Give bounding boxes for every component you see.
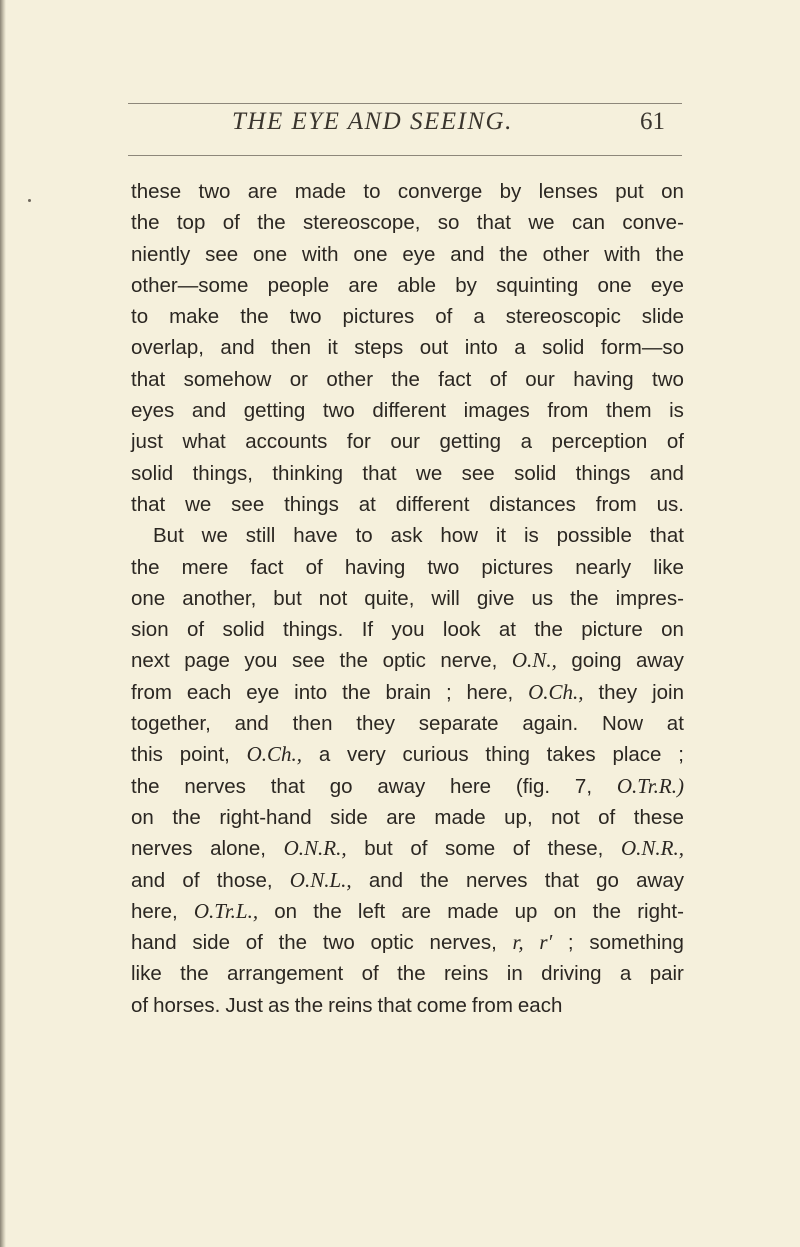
word: things <box>575 461 631 485</box>
word: on <box>131 805 154 829</box>
word: something <box>589 931 684 955</box>
word: as <box>267 993 290 1017</box>
word: quite, <box>364 586 415 610</box>
text-line <box>131 677 684 708</box>
word: two <box>289 305 322 329</box>
word: different <box>395 492 470 516</box>
word: away <box>377 774 426 798</box>
word: is <box>523 524 539 548</box>
word: O.Ch., <box>528 679 584 704</box>
word: for <box>346 430 371 454</box>
word: form—so <box>600 336 684 360</box>
word: fact <box>438 367 472 391</box>
word: 7, <box>574 774 593 798</box>
word: ; <box>678 743 684 767</box>
word: from <box>471 993 513 1017</box>
word: from <box>131 680 172 704</box>
word: lenses <box>538 180 598 203</box>
word: other <box>326 367 374 391</box>
word: one <box>597 273 632 297</box>
word: but <box>364 837 393 861</box>
word: r, <box>512 930 524 955</box>
word: nerve, <box>440 649 498 673</box>
word: it <box>495 524 507 548</box>
word: reins <box>443 962 489 986</box>
word: here <box>450 774 492 798</box>
word: next <box>131 649 170 673</box>
word: right-hand <box>219 805 312 829</box>
word: the <box>278 931 308 955</box>
text-line <box>131 207 684 238</box>
word: not <box>551 805 580 829</box>
word: and <box>131 868 166 892</box>
word: then <box>271 336 312 360</box>
word: at <box>498 618 516 642</box>
word: put <box>615 180 644 203</box>
word: away <box>636 649 684 673</box>
word: see <box>205 242 239 266</box>
word: have <box>293 524 338 548</box>
word: it <box>327 336 338 360</box>
word: made <box>294 180 347 203</box>
word: eye <box>246 680 280 704</box>
word: O.Ch., <box>246 742 303 767</box>
word: another, <box>182 586 257 610</box>
word: mere <box>181 555 229 579</box>
word: are <box>401 899 432 923</box>
word: solid <box>514 461 557 485</box>
word: having <box>573 367 634 391</box>
text-line <box>131 958 684 989</box>
text-line <box>131 364 684 395</box>
word: of <box>410 837 428 861</box>
word: arrangement <box>227 962 344 986</box>
word: the <box>180 962 209 986</box>
header-rule-top <box>128 103 682 104</box>
word: things <box>284 492 339 516</box>
word: with <box>302 242 339 266</box>
word: still <box>245 524 276 548</box>
word: nerves <box>184 774 246 798</box>
word: each <box>186 680 232 704</box>
word: fact <box>250 555 284 579</box>
word: But <box>153 524 184 548</box>
word: are <box>386 805 416 829</box>
text-line <box>131 865 684 896</box>
text-line <box>131 239 684 270</box>
word: of <box>186 618 205 642</box>
word: on <box>553 899 577 923</box>
word: things. <box>282 618 344 642</box>
text-line <box>131 708 684 739</box>
word: Now <box>602 712 644 736</box>
word: and <box>191 399 227 423</box>
word: we <box>201 524 228 548</box>
text-line <box>131 771 684 802</box>
word: to <box>131 305 149 329</box>
word: squinting <box>496 273 579 297</box>
word: them <box>605 399 652 423</box>
word: the <box>592 899 622 923</box>
word: that <box>270 774 305 798</box>
word: come <box>416 993 467 1017</box>
text-line <box>131 395 684 426</box>
word: made <box>447 899 499 923</box>
word: at <box>666 712 684 736</box>
word: picture <box>581 618 643 642</box>
word: those, <box>216 868 273 892</box>
word: the <box>131 774 160 798</box>
word: or <box>289 367 308 391</box>
text-line <box>131 802 684 833</box>
word: other—some <box>131 273 249 297</box>
word: here, <box>131 899 178 923</box>
word: that <box>131 492 166 516</box>
word: ask <box>390 524 423 548</box>
word: you <box>391 618 425 642</box>
word: one <box>353 242 388 266</box>
word: make <box>169 305 220 329</box>
word: that <box>476 211 511 235</box>
word: the <box>391 367 420 391</box>
word: somehow <box>183 367 272 391</box>
word: other <box>542 242 590 266</box>
word: on <box>274 899 298 923</box>
word: are <box>247 180 278 203</box>
word: nearly <box>575 555 632 579</box>
word: are <box>348 273 379 297</box>
text-line <box>131 552 684 583</box>
word: of <box>489 367 507 391</box>
word: this <box>131 743 163 767</box>
word: takes <box>546 743 596 767</box>
word: from <box>595 492 637 516</box>
word: look <box>442 618 481 642</box>
word: will <box>431 586 460 610</box>
word: the <box>294 993 324 1017</box>
word: these <box>131 180 182 203</box>
word: converge <box>397 180 483 203</box>
word: a <box>473 305 485 329</box>
word: like <box>653 555 684 579</box>
word: driving <box>541 962 602 986</box>
text-line <box>131 489 684 520</box>
word: one <box>131 586 166 610</box>
word: they <box>598 680 638 704</box>
word: a <box>318 743 331 767</box>
word: see <box>291 649 326 673</box>
word: overlap, <box>131 336 204 360</box>
word: two <box>322 399 355 423</box>
word: curious <box>402 743 469 767</box>
word: perception <box>551 430 648 454</box>
text-line <box>131 426 684 457</box>
word: these, <box>547 837 604 861</box>
word: each <box>517 993 563 1017</box>
word: horses. <box>153 993 221 1017</box>
text-line <box>131 614 684 645</box>
word: to <box>363 180 381 203</box>
word: of <box>131 993 149 1017</box>
word: you <box>244 649 278 673</box>
word: like <box>131 962 162 986</box>
word: thing <box>485 743 530 767</box>
page-number: 61 <box>640 108 665 135</box>
word: solid <box>222 618 265 642</box>
word: away <box>636 868 684 892</box>
word: accounts <box>245 430 328 454</box>
word: and <box>368 868 404 892</box>
word: we <box>528 211 555 235</box>
word: on <box>661 618 684 642</box>
word: on <box>661 180 684 203</box>
text-line <box>131 301 684 332</box>
text-line <box>131 896 684 927</box>
header-rule-bottom <box>128 155 682 156</box>
word: give <box>476 586 515 610</box>
word: to <box>355 524 373 548</box>
word: by <box>499 180 522 203</box>
word: page <box>184 649 230 673</box>
word: the <box>342 680 371 704</box>
word: and <box>450 242 485 266</box>
word: again. <box>522 712 579 736</box>
word: slide <box>641 305 684 329</box>
text-line <box>131 833 684 864</box>
word: up <box>514 899 538 923</box>
text-line <box>131 176 684 207</box>
word: the <box>499 242 528 266</box>
word: us. <box>656 492 684 516</box>
word: point, <box>179 743 230 767</box>
word: that <box>131 367 166 391</box>
word: side <box>192 931 230 955</box>
word: of <box>666 430 684 454</box>
word: how <box>440 524 478 548</box>
word: (fig. <box>515 774 551 798</box>
word: the <box>240 305 269 329</box>
page-binding-edge <box>0 0 6 1247</box>
word: pictures <box>342 305 415 329</box>
word: from <box>547 399 589 423</box>
word: right- <box>637 899 684 923</box>
word: nerves <box>131 837 193 861</box>
word: can <box>571 211 605 235</box>
word: left <box>357 899 386 923</box>
word: two <box>198 180 231 203</box>
word: side <box>330 805 368 829</box>
word: that <box>362 461 397 485</box>
word: able <box>397 273 437 297</box>
word: of <box>305 555 323 579</box>
word: into <box>294 680 328 704</box>
word: pictures <box>481 555 554 579</box>
word: these <box>633 805 684 829</box>
word: getting <box>243 399 306 423</box>
word: go <box>596 868 619 892</box>
word: having <box>344 555 406 579</box>
word: the <box>313 899 342 923</box>
word: solid <box>131 461 174 485</box>
word: is <box>669 399 684 423</box>
word: the <box>339 649 369 673</box>
word: eye <box>650 273 684 297</box>
word: see <box>231 492 265 516</box>
text-line <box>131 990 684 1021</box>
word: the <box>131 211 160 235</box>
text-line <box>131 520 684 551</box>
word: up, <box>504 805 533 829</box>
word: see <box>461 461 495 485</box>
word: distances <box>489 492 576 516</box>
text-line <box>131 645 684 676</box>
word: place <box>612 743 662 767</box>
word: pair <box>649 962 684 986</box>
word: and <box>234 712 269 736</box>
word: one <box>252 242 288 266</box>
text-line <box>131 270 684 301</box>
word: brain <box>385 680 432 704</box>
word: optic <box>370 931 414 955</box>
word: of <box>512 837 530 861</box>
word: at <box>358 492 376 516</box>
word: the <box>257 211 286 235</box>
word: O.Tr.L., <box>193 898 259 923</box>
word: stereoscopic <box>505 305 621 329</box>
word: If <box>361 618 374 642</box>
word: our <box>525 367 555 391</box>
word: r′ <box>539 930 553 955</box>
word: thinking <box>272 461 344 485</box>
word: of <box>182 868 200 892</box>
word: different <box>372 399 447 423</box>
word: conve- <box>622 211 684 235</box>
word: going <box>571 649 622 673</box>
word: we <box>416 461 443 485</box>
margin-speck <box>28 199 31 202</box>
word: top <box>176 211 206 235</box>
word: and <box>220 336 255 360</box>
word: made <box>434 805 486 829</box>
text-line <box>131 739 684 770</box>
word: reins <box>328 993 373 1017</box>
word: the <box>420 868 449 892</box>
word: with <box>604 242 641 266</box>
word: stereoscope, <box>303 211 421 235</box>
word: alone, <box>210 837 266 861</box>
word: nerves, <box>429 931 497 955</box>
word: then <box>292 712 333 736</box>
word: and <box>649 461 684 485</box>
word: that <box>377 993 412 1017</box>
word: the <box>172 805 201 829</box>
word: the <box>570 586 599 610</box>
word: they <box>356 712 396 736</box>
word: ; <box>445 680 452 704</box>
body-text <box>131 176 684 1021</box>
word: getting <box>439 430 502 454</box>
word: what <box>182 430 226 454</box>
word: O.Tr.R.) <box>616 773 684 798</box>
word: of <box>598 805 616 829</box>
word: optic <box>382 649 426 673</box>
word: O.N.L., <box>289 867 352 892</box>
word: O.N., <box>511 648 557 673</box>
word: hand <box>131 931 177 955</box>
word: O.N.R., <box>283 836 347 861</box>
word: ; <box>567 931 574 955</box>
word: O.N.R., <box>620 836 684 861</box>
word: the <box>131 555 160 579</box>
word: things, <box>192 461 253 485</box>
word: images <box>463 399 530 423</box>
word: join <box>652 680 684 704</box>
text-line <box>131 583 684 614</box>
word: impres- <box>615 586 684 610</box>
word: nerves <box>465 868 528 892</box>
word: niently <box>131 242 191 266</box>
word: we <box>185 492 212 516</box>
word: out <box>419 336 449 360</box>
word: of <box>222 211 240 235</box>
word: two <box>322 931 355 955</box>
word: the <box>655 242 684 266</box>
word: eyes <box>131 399 175 423</box>
word: but <box>273 586 302 610</box>
word: Just <box>225 993 263 1017</box>
word: not <box>318 586 348 610</box>
word: separate <box>418 712 499 736</box>
word: here, <box>466 680 514 704</box>
word: a <box>520 430 533 454</box>
word: just <box>131 430 163 454</box>
word: of <box>361 962 379 986</box>
word: go <box>329 774 353 798</box>
text-line <box>131 332 684 363</box>
word: two <box>652 367 684 391</box>
word: eye <box>402 242 436 266</box>
word: of <box>245 931 263 955</box>
word: so <box>437 211 460 235</box>
word: a <box>619 962 632 986</box>
word: the <box>397 962 426 986</box>
word: possible <box>556 524 632 548</box>
word: people <box>267 273 330 297</box>
word: by <box>455 273 477 297</box>
word: steps <box>354 336 404 360</box>
word: solid <box>542 336 585 360</box>
word: together, <box>131 712 211 736</box>
word: us <box>531 586 554 610</box>
word: of <box>435 305 453 329</box>
word: very <box>347 743 386 767</box>
word: that <box>544 868 579 892</box>
word: in <box>506 962 523 986</box>
word: into <box>464 336 498 360</box>
text-line <box>131 458 684 489</box>
running-head: THE EYE AND SEEING. <box>232 108 513 135</box>
text-line <box>131 927 684 958</box>
word: some <box>445 837 496 861</box>
word: that <box>649 524 684 548</box>
word: a <box>514 336 526 360</box>
word: two <box>427 555 460 579</box>
word: our <box>390 430 420 454</box>
word: sion <box>131 618 169 642</box>
word: the <box>534 618 563 642</box>
